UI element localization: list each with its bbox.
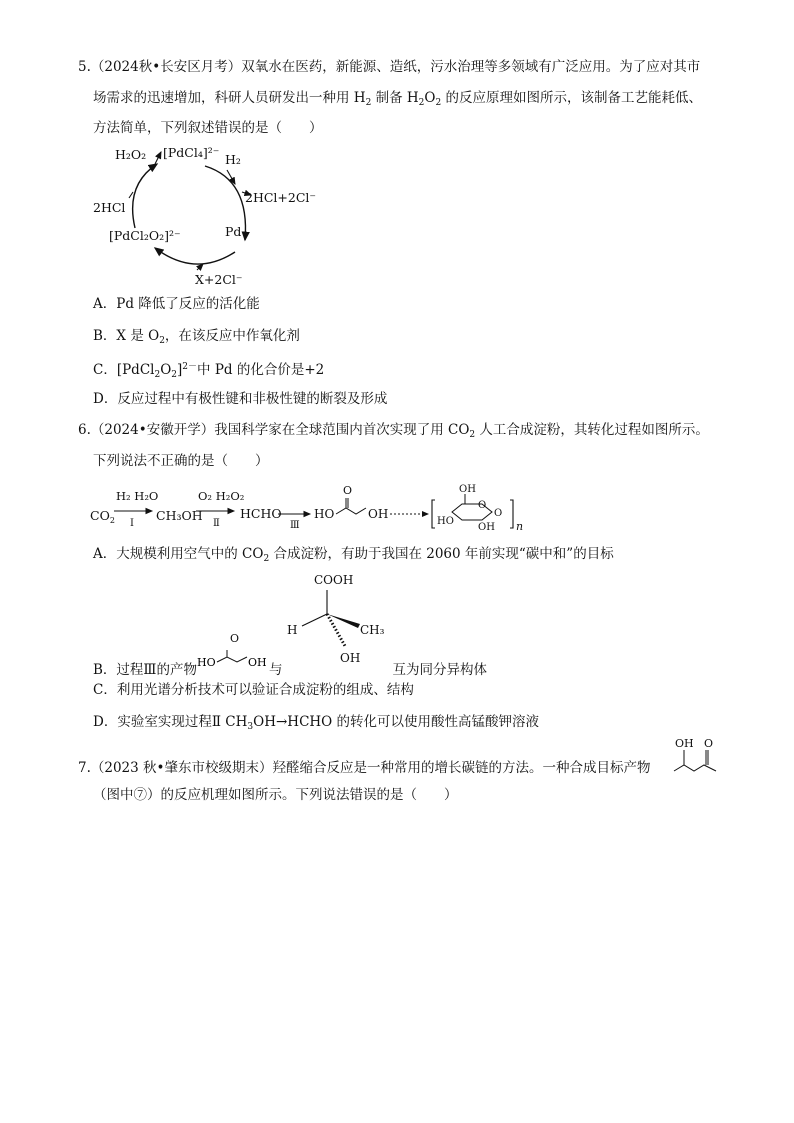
lactic-h: H bbox=[287, 623, 298, 637]
h2o2-out-arrow bbox=[155, 152, 161, 164]
scheme-dha-oh: OH bbox=[368, 507, 389, 521]
starch-ring-o: O bbox=[478, 500, 487, 511]
scheme-step-1: Ⅰ bbox=[130, 518, 134, 529]
scheme-step-3: Ⅲ bbox=[290, 520, 300, 531]
scheme-co2: $CO_2$ bbox=[90, 508, 115, 525]
q7-product-structure bbox=[672, 735, 724, 775]
scheme-step-2: Ⅱ bbox=[213, 518, 220, 529]
cycle-arrow-left bbox=[133, 164, 157, 228]
lactic-cooh: COOH bbox=[314, 573, 354, 587]
scheme-r1-reagents: H₂ H₂O bbox=[116, 489, 159, 503]
lactic-bond-h bbox=[302, 614, 327, 626]
label-x-2cl: X+2Cl⁻ bbox=[195, 272, 243, 287]
lactic-oh: OH bbox=[340, 651, 361, 665]
q7-product-oh: OH bbox=[675, 737, 694, 750]
x-in-arrow bbox=[197, 264, 203, 270]
q7-stem-line1: 7.（2023 秋•肇东市校级期末）羟醛缩合反应是一种常用的增长碳链的方法。一种合成目标产物 bbox=[78, 760, 651, 776]
dha-chain bbox=[336, 508, 366, 514]
svg-text:OH: OH bbox=[247, 656, 267, 669]
q6-starch-scheme bbox=[90, 478, 530, 538]
q6-option-d[interactable]: D．实验室实现过程Ⅱ $CH_3OH\to HCHO$ 的转化可以使用酸性高锰酸钾溶液 bbox=[93, 714, 540, 732]
q5-option-d[interactable]: D．反应过程中有极性键和非极性键的断裂及形成 bbox=[93, 391, 388, 407]
q5-option-b[interactable]: B．X 是 $O_2$，在该反应中作氧化剂 bbox=[93, 328, 300, 346]
starch-oh-top: OH bbox=[459, 484, 476, 495]
q6-stem-line2: 下列说法不正确的是（ ） bbox=[93, 453, 269, 469]
svg-text:HO: HO bbox=[196, 656, 216, 669]
q7-product-chain bbox=[674, 765, 716, 771]
q5-catalytic-cycle bbox=[85, 140, 325, 290]
scheme-ch3oh: CH₃OH bbox=[156, 508, 203, 523]
starch-ho: HO bbox=[437, 516, 454, 527]
scheme-r2-reagents: O₂ H₂O₂ bbox=[198, 489, 245, 503]
q6-option-c[interactable]: C．利用光谱分析技术可以验证合成淀粉的组成、结构 bbox=[93, 682, 414, 698]
hcl-in-arrow bbox=[129, 192, 133, 198]
starch-oh-bottom: OH bbox=[478, 522, 495, 533]
label-pdcl2o2: [PdCl₂O₂]²⁻ bbox=[109, 228, 181, 243]
q5-stem-line1: 5.（2024秋•长安区月考）双氧水在医药，新能源、造纸，污水治理等多领域有广泛应用。为了应对其市 bbox=[78, 59, 701, 75]
label-pdcl4: [PdCl₄]²⁻ bbox=[163, 145, 220, 160]
q7-product-o: O bbox=[704, 737, 714, 750]
label-2hcl-2cl: 2HCl+2Cl⁻ bbox=[245, 190, 317, 205]
q5-option-a[interactable]: A．Pd 降低了反应的活化能 bbox=[93, 296, 260, 312]
q5-stem-line2: 场需求的迅速增加，科研人员研发出一种用 $H_2$ 制备 $H_2O_2$ 的反应原理如图所示，该制备工艺能耗低、 bbox=[93, 90, 703, 108]
starch-o-link: O bbox=[494, 508, 503, 519]
scheme-dha-ho: HO bbox=[314, 507, 335, 521]
q7-stem-line2: （图中⑦）的反应机理如图所示。下列说法错误的是（ ） bbox=[93, 787, 458, 803]
label-2hcl: 2HCl bbox=[93, 200, 126, 215]
scheme-hcho: HCHO bbox=[240, 506, 282, 521]
label-h2: H₂ bbox=[225, 152, 241, 167]
label-pd: Pd bbox=[225, 224, 242, 239]
q6-option-a[interactable]: A．大规模利用空气中的 $CO_2$ 合成淀粉，有助于我国在 2060 年前实现“碳中和”的目标 bbox=[93, 546, 614, 564]
lactic-wedge-ch3 bbox=[327, 614, 360, 628]
dha-inline-o: O bbox=[230, 632, 240, 645]
q5-stem-line3: 方法简单，下列叙述错误的是（ ） bbox=[93, 120, 323, 136]
dha-inline-structure bbox=[197, 650, 269, 678]
lactic-ch3: CH₃ bbox=[360, 623, 385, 637]
q6-option-b[interactable]: B．过程Ⅲ的产物 HO OH 与 互为同分异构体 bbox=[93, 650, 487, 679]
q6-stem-line1: 6.（2024•安徽开学）我国科学家在全球范围内首次实现了用 $CO_2$ 人工合成淀粉，其转化过程如图所示。 bbox=[78, 422, 709, 440]
starch-n: n bbox=[516, 520, 524, 533]
starch-bracket-left bbox=[432, 500, 435, 528]
scheme-dha-o: O bbox=[343, 484, 353, 497]
label-h2o2: H₂O₂ bbox=[115, 147, 147, 162]
cycle-arrow-bottom bbox=[155, 248, 235, 264]
starch-bracket-right bbox=[510, 500, 513, 528]
q5-option-c[interactable]: C．$[PdCl_2O_2]^{2-}$中 Pd 的化合价是+2 bbox=[93, 362, 325, 380]
